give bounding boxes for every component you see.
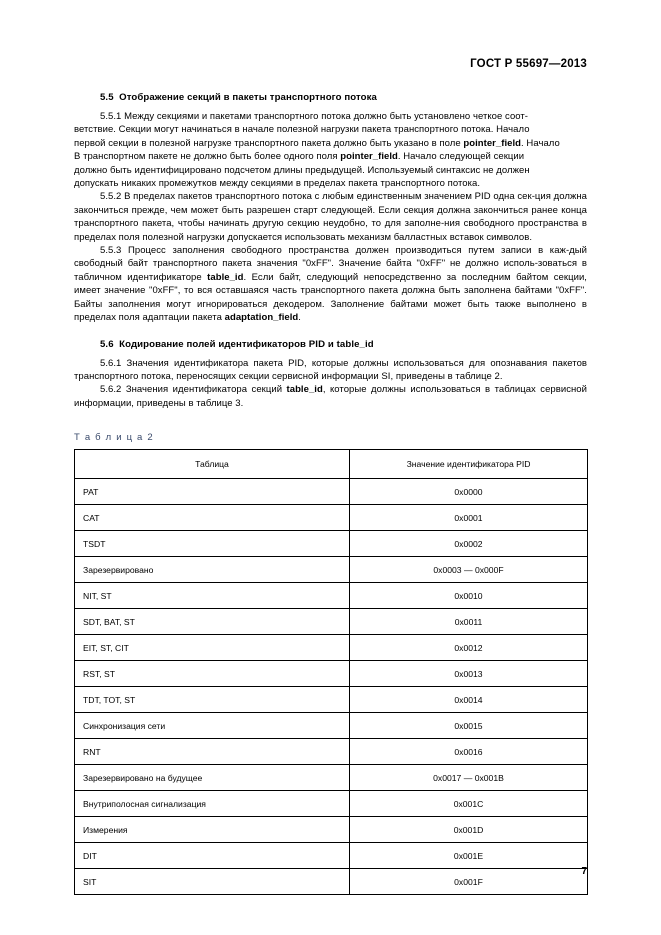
cell-name: Внутриполосная сигнализация bbox=[75, 791, 350, 817]
p553-part2: . Если байт, следующий непосредственно за последним байтом секции, имеет значение "0xFF", то вся оставшаяся часть транспортного пакета должна быть заполнена байтами "0xFF". Байты заполнения могут игнорироваться декодером. Заполнение байтами может быть также выполнено в пределах поля адаптации пакета bbox=[74, 271, 587, 324]
p551-line3b: . bbox=[521, 137, 524, 149]
cell-value: 0x0016 bbox=[350, 739, 588, 765]
paragraph-5-6-2 bbox=[74, 383, 587, 410]
section-heading-5-6 bbox=[74, 339, 587, 350]
paragraph-5-5-3 bbox=[74, 244, 587, 324]
cell-name: TSDT bbox=[75, 531, 350, 557]
cell-value: 0x0001 bbox=[350, 505, 588, 531]
p551-line4b: . Начало следующей секции bbox=[397, 151, 525, 163]
cell-name: TDT, TOT, ST bbox=[75, 687, 350, 713]
cell-value: 0x001E bbox=[350, 843, 588, 869]
table-row bbox=[75, 479, 588, 505]
page-number: 7 bbox=[581, 866, 587, 877]
section-title-text-5-5: Отображение секций в пакеты транспортного потока bbox=[119, 92, 377, 103]
p562-table-id: table_id bbox=[286, 384, 323, 396]
cell-value: 0x0012 bbox=[350, 635, 588, 661]
cell-name: Зарезервировано bbox=[75, 557, 350, 583]
table-row bbox=[75, 635, 588, 661]
cell-value: 0x0003 — 0x000F bbox=[350, 557, 588, 583]
table-body bbox=[75, 479, 588, 895]
p551-line5: должно быть идентифицировано подсчетом длины предыдущей. Используемый синтаксис не должен bbox=[74, 164, 530, 176]
table-row bbox=[75, 817, 588, 843]
p551-line2: ветствие. Секции могут начинаться в начале полезной нагрузки пакета транспортного потока. Начало bbox=[74, 124, 530, 136]
cell-value: 0x0002 bbox=[350, 531, 588, 557]
section-title-text-5-6: Кодирование полей идентификаторов PID и table_id bbox=[119, 338, 374, 350]
table-header-cell-pid: Значение идентификатора PID bbox=[350, 450, 588, 479]
p562-part2: , которые должны использоваться в таблицах сервисной информации, приведены в таблице 3. bbox=[74, 384, 588, 409]
table-row bbox=[75, 843, 588, 869]
pid-table bbox=[74, 449, 588, 895]
p553-part3: . bbox=[298, 312, 301, 324]
table-row bbox=[75, 661, 588, 687]
table-row bbox=[75, 557, 588, 583]
table-row bbox=[75, 791, 588, 817]
cell-value: 0x001F bbox=[350, 869, 588, 895]
p553-part1: 5.5.3 Процесс заполнения свободного пространства должен производиться путем записи в каж-дый свободный байт транспортного пакета значения "0xFF". Значение байта "0xFF" не должно исполь-зоваться в табличном идентификаторе bbox=[74, 245, 587, 283]
cell-name: RST, ST bbox=[75, 661, 350, 687]
cell-name: DIT bbox=[75, 843, 350, 869]
table-row bbox=[75, 505, 588, 531]
table-row bbox=[75, 531, 588, 557]
p551-nbsp1: Начало bbox=[523, 137, 560, 149]
p551-line4a: В транспортном пакете не должно быть более одного поля bbox=[74, 151, 341, 163]
cell-name: RNT bbox=[75, 739, 350, 765]
table-row bbox=[75, 713, 588, 739]
table-row bbox=[75, 583, 588, 609]
cell-name: Зарезервировано на будущее bbox=[75, 765, 350, 791]
table-header-row bbox=[75, 450, 588, 479]
cell-value: 0x001D bbox=[350, 817, 588, 843]
table-row bbox=[75, 739, 588, 765]
p553-table-id: table_id bbox=[207, 271, 244, 283]
section-number-5-6: 5.6 bbox=[100, 338, 114, 350]
page-header: ГОСТ Р 55697—2013 bbox=[470, 58, 587, 70]
paragraph-5-5-2: 5.5.2 В пределах пакетов транспортного потока с любым единственным значением PID одна сек-ция должна закончиться прежде, чем может быть разрешен старт следующей. Если секция должна закончиться ранее конца транспортного пакета, чтобы начинать другую секцию неудобно, то для заполне-ния свободного пространства в пределах поля полезной нагрузки допускается использовать механизм балластных вставок символов. bbox=[74, 191, 587, 243]
table-row bbox=[75, 765, 588, 791]
cell-name: Измерения bbox=[75, 817, 350, 843]
table-caption: Т а б л и ц а 2 bbox=[74, 432, 154, 444]
paragraph-5-5-1 bbox=[74, 110, 587, 190]
p551-pointer-field-2: pointer_field bbox=[340, 151, 398, 163]
cell-name: SDT, BAT, ST bbox=[75, 609, 350, 635]
p551-pointer-field-1: pointer_field bbox=[463, 137, 522, 149]
cell-name: SIT bbox=[75, 869, 350, 895]
cell-value: 0x0014 bbox=[350, 687, 588, 713]
cell-value: 0x0010 bbox=[350, 583, 588, 609]
p553-adaptation-field: adaptation_field bbox=[224, 312, 299, 324]
cell-name: EIT, ST, CIT bbox=[75, 635, 350, 661]
cell-value: 0x0017 — 0x001B bbox=[350, 765, 588, 791]
table-row bbox=[75, 687, 588, 713]
section-number-5-5: 5.5 bbox=[100, 92, 114, 103]
table-header-cell-table: Таблица bbox=[75, 450, 350, 479]
cell-name: Синхронизация сети bbox=[75, 713, 350, 739]
table-row bbox=[75, 869, 588, 895]
p562-part1: 5.6.2 Значения идентификатора секций bbox=[100, 384, 287, 396]
paragraph-5-6-1: 5.6.1 Значения идентификатора пакета PID, которые должны использоваться для опознавания пакетов транспортного потока, переносящих секции сервисной информации SI, приведены в таблице 2. bbox=[74, 357, 587, 382]
cell-value: 0x0000 bbox=[350, 479, 588, 505]
cell-name: PAT bbox=[75, 479, 350, 505]
section-heading-5-5 bbox=[74, 92, 587, 103]
p551-line3a: первой секции в полезной нагрузке транспортного пакета должно быть указано в поле bbox=[74, 137, 464, 149]
cell-value: 0x001C bbox=[350, 791, 588, 817]
p551-line6: допускать никаких промежутков между секциями в пределах пакета транспортного потока. bbox=[74, 178, 481, 190]
cell-name: NIT, ST bbox=[75, 583, 350, 609]
cell-value: 0x0011 bbox=[350, 609, 588, 635]
table-row bbox=[75, 609, 588, 635]
cell-name: CAT bbox=[75, 505, 350, 531]
cell-value: 0x0013 bbox=[350, 661, 588, 687]
p551-line1: 5.5.1 Между секциями и пакетами транспортного потока должно быть установлено четкое соот- bbox=[100, 111, 529, 122]
cell-value: 0x0015 bbox=[350, 713, 588, 739]
